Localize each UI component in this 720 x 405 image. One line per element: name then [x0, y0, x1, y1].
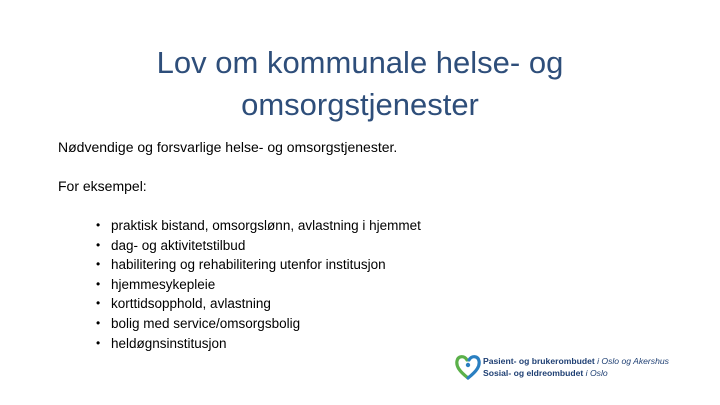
list-item-text: heldøgnsinstitusjon	[111, 335, 227, 351]
list-item-text: bolig med service/omsorgsbolig	[111, 315, 301, 331]
bullet-dot: •	[96, 335, 101, 350]
lead-text: Nødvendige og forsvarlige helse- og omsorgstjenester.	[58, 139, 398, 155]
logo-line-2-main: Sosial- og eldreombudet	[483, 368, 584, 378]
list-item	[96, 275, 421, 295]
list-item-text: hjemmesykepleie	[111, 276, 216, 292]
list-item	[96, 334, 421, 354]
bullet-dot: •	[96, 237, 101, 252]
logo-line-1-main: Pasient- og brukerombudet	[483, 356, 595, 366]
list-item-text: korttidsopphold, avlastning	[111, 296, 271, 312]
list-item	[96, 255, 421, 275]
list-item	[96, 236, 421, 256]
ombud-logo	[455, 352, 705, 392]
bullet-dot: •	[96, 315, 101, 330]
logo-line-2-sub: i Oslo	[583, 368, 608, 378]
list-item	[96, 314, 421, 334]
bullet-dot: •	[96, 276, 101, 291]
bullet-dot: •	[96, 218, 101, 232]
list-item-text: habilitering og rehabilitering utenfor institusjon	[111, 257, 386, 273]
list-item-text: praktisk bistand, omsorgslønn, avlastning i hjemmet	[111, 218, 421, 233]
logo-line-1-sub: i Oslo og Akershus	[594, 356, 669, 366]
bullet-dot: •	[96, 257, 101, 272]
heart-logo-icon	[455, 352, 481, 380]
list-item-text: dag- og aktivitetstilbud	[111, 237, 246, 253]
example-label: For eksempel:	[58, 178, 147, 194]
logo-line-1	[483, 356, 669, 366]
slide-title: Lov om kommunale helse- og omsorgstjenester	[156, 45, 564, 122]
bullet-list	[96, 216, 421, 353]
logo-line-2	[483, 368, 608, 378]
list-item	[96, 216, 421, 236]
list-item	[96, 294, 421, 314]
bullet-dot: •	[96, 296, 101, 311]
